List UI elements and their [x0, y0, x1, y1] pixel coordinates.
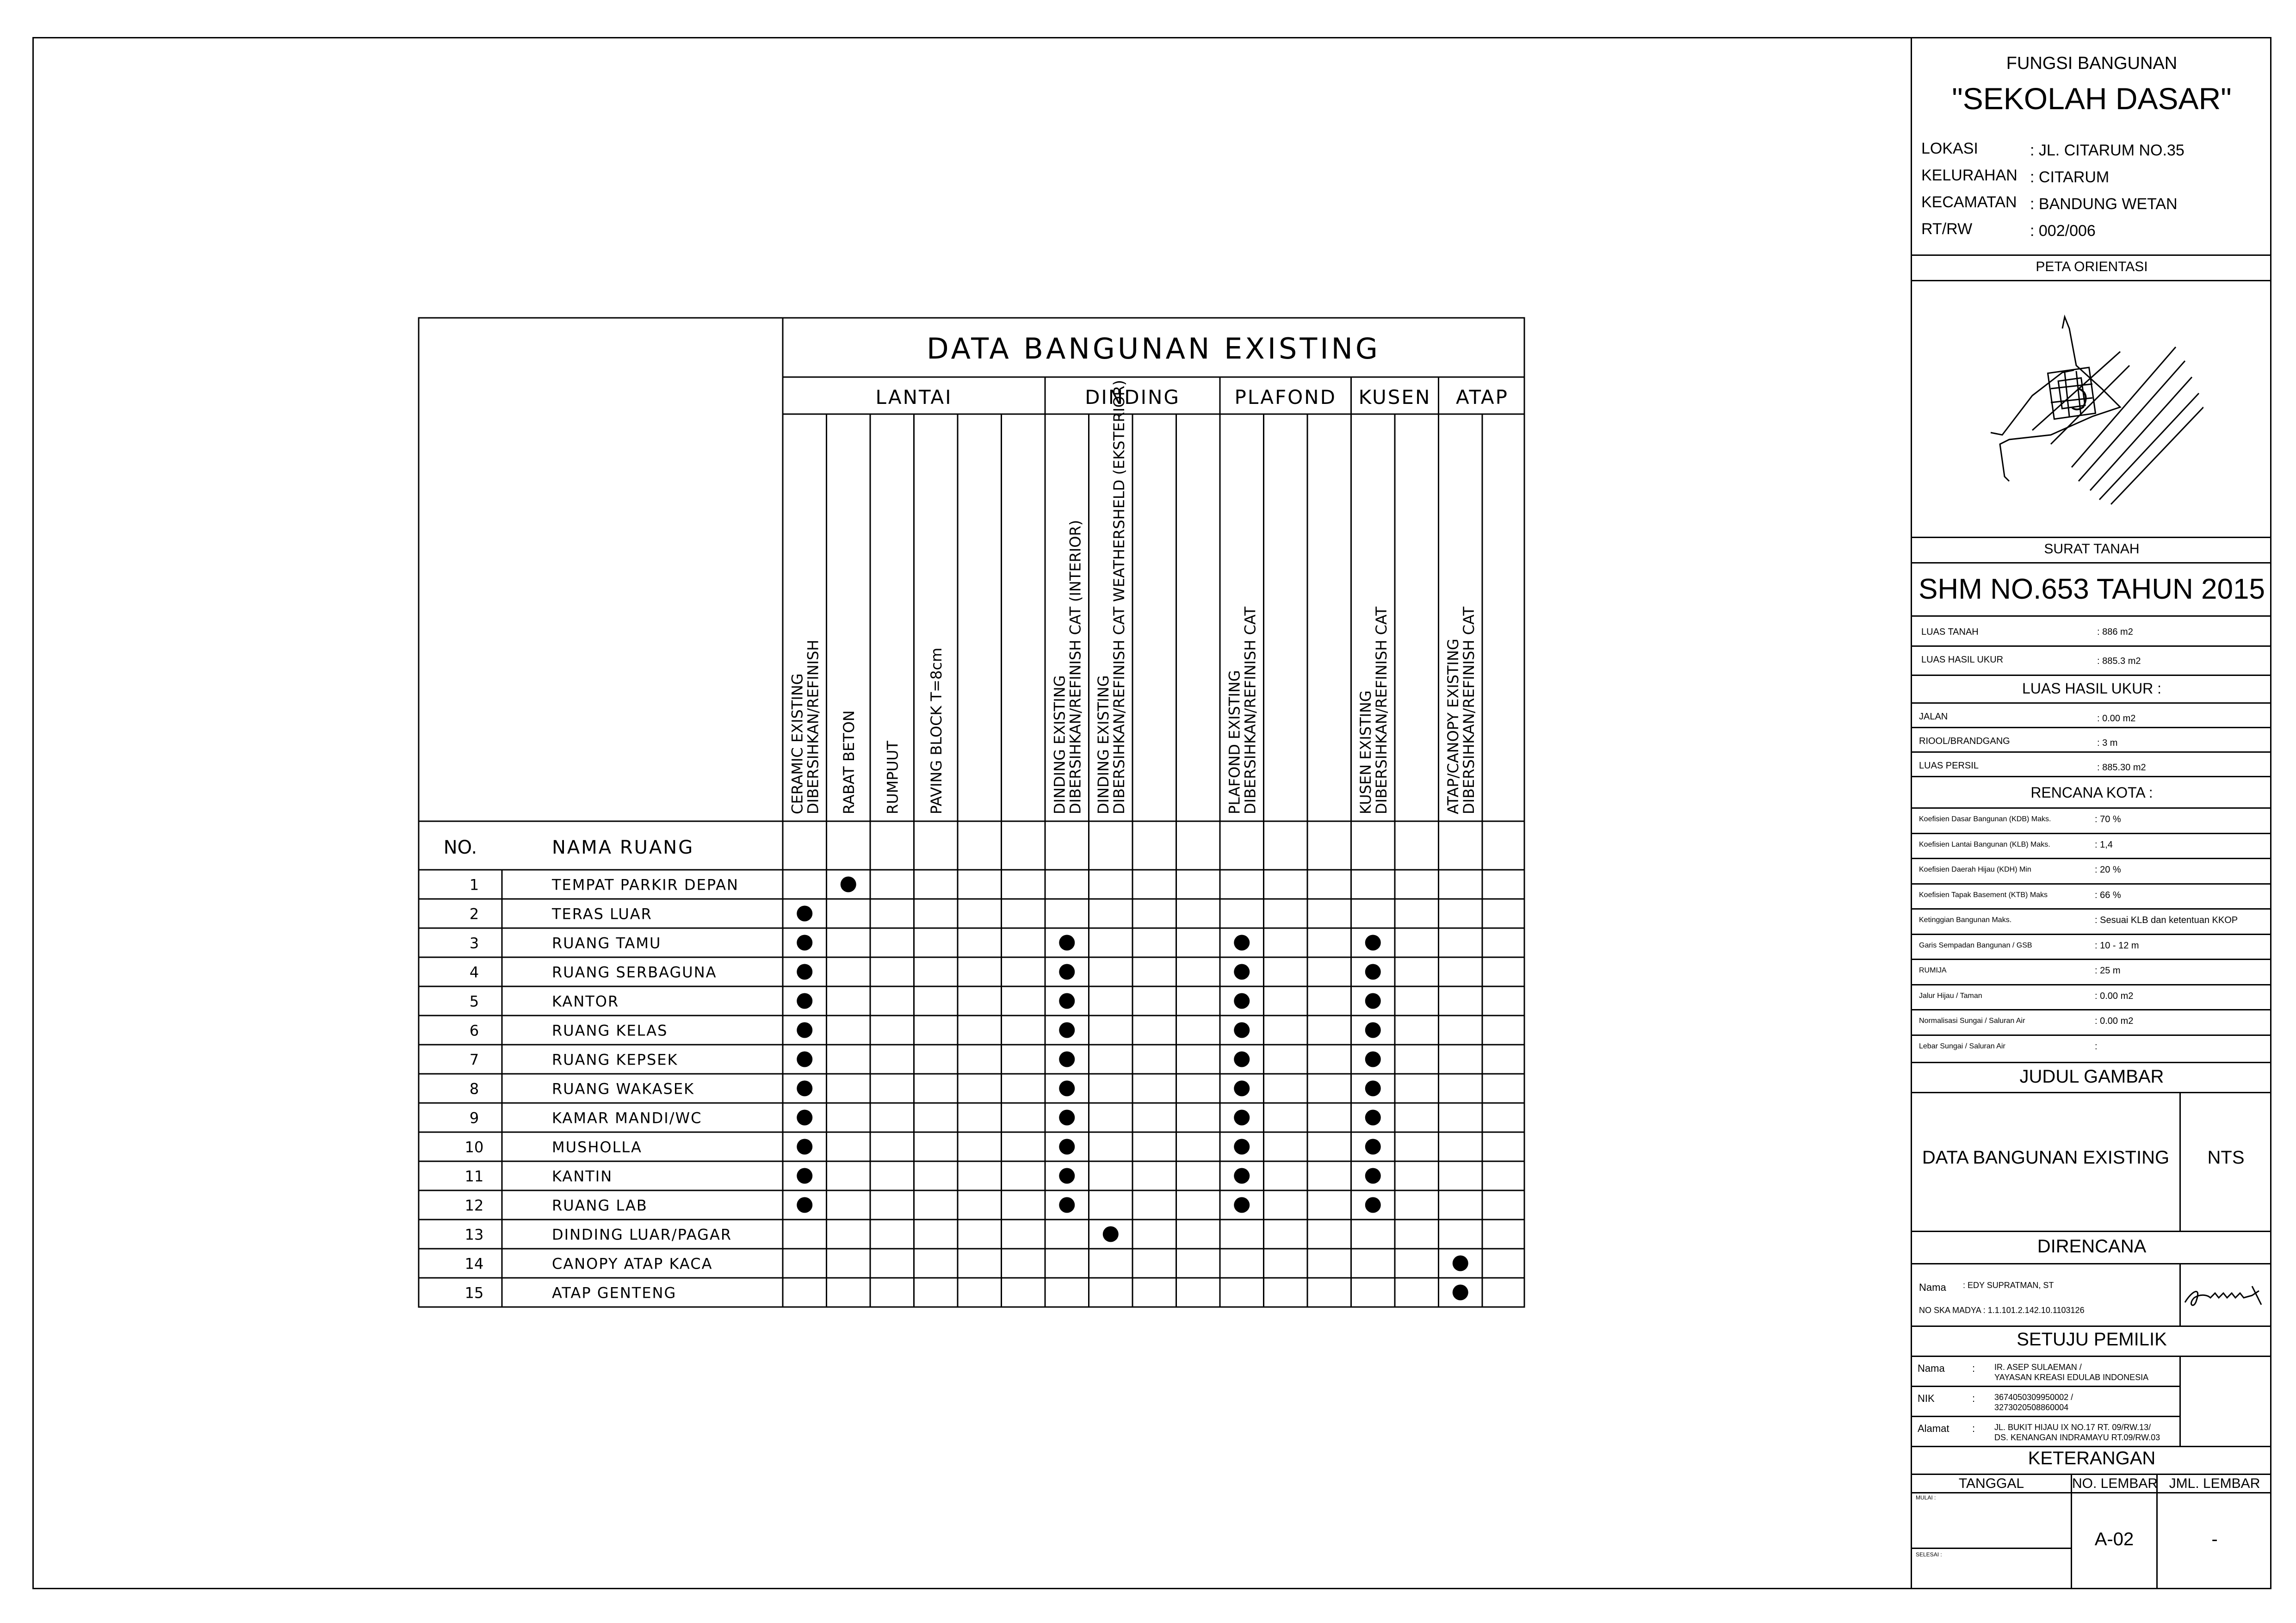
- row-number: 10: [464, 1138, 484, 1156]
- rencana-item-label: Garis Sempadan Bangunan / GSB: [1919, 941, 2032, 949]
- table-title: DATA BANGUNAN EXISTING: [927, 332, 1380, 365]
- column-header-label: ATAP/CANOPY EXISTING: [1444, 638, 1462, 814]
- lokasi-value: : BANDUNG WETAN: [2030, 195, 2178, 213]
- pemilik-value-line: DS. KENANGAN INDRAMAYU RT.09/RW.03: [1994, 1433, 2160, 1442]
- dot-mark: [1365, 1081, 1381, 1096]
- dot-mark: [1365, 1022, 1381, 1038]
- rencana-item-value: : 0.00 m2: [2095, 1016, 2134, 1026]
- dot-mark: [1059, 1052, 1075, 1067]
- dot-mark: [1059, 1110, 1075, 1126]
- pemilik-value-line: YAYASAN KREASI EDULAB INDONESIA: [1994, 1373, 2149, 1382]
- row-number: 6: [469, 1022, 479, 1040]
- dot-mark: [1059, 1168, 1075, 1184]
- dot-mark: [1234, 1110, 1250, 1126]
- group-header-lantai: LANTAI: [875, 386, 953, 409]
- row-nama-ruang: MUSHOLLA: [552, 1138, 642, 1156]
- luas-item-value: : 885.30 m2: [2097, 762, 2146, 773]
- judul-gambar-value: DATA BANGUNAN EXISTING: [1922, 1147, 2170, 1168]
- surat-tanah-label: SURAT TANAH: [2044, 541, 2140, 557]
- dot-mark: [1059, 964, 1075, 980]
- header-no: NO.: [443, 837, 477, 858]
- column-header-label: DIBERSIHKAN/REFINISH CAT: [1241, 607, 1259, 814]
- row-nama-ruang: KANTIN: [552, 1167, 613, 1185]
- dot-mark: [1365, 935, 1381, 951]
- dot-mark: [1059, 935, 1075, 951]
- row-nama-ruang: TEMPAT PARKIR DEPAN: [552, 876, 739, 894]
- group-header-dinding: DINDING: [1085, 386, 1180, 409]
- row-number: 3: [469, 934, 479, 952]
- luas-tanah-value: : 886 m2: [2097, 627, 2133, 637]
- row-number: 9: [469, 1109, 479, 1127]
- row-nama-ruang: RUANG KEPSEK: [552, 1051, 678, 1069]
- row-number: 2: [469, 905, 479, 923]
- fungsi-label: FUNGSI BANGUNAN: [2006, 54, 2178, 73]
- row-nama-ruang: KANTOR: [552, 992, 619, 1010]
- row-nama-ruang: RUANG SERBAGUNA: [552, 963, 717, 981]
- group-header-atap: ATAP: [1456, 386, 1509, 409]
- row-number: 7: [469, 1051, 479, 1069]
- row-number: 12: [464, 1196, 484, 1214]
- pemilik-label: Alamat: [1918, 1423, 1949, 1434]
- dot-mark: [797, 1168, 812, 1184]
- fungsi-value: "SEKOLAH DASAR": [1952, 81, 2232, 116]
- dot-mark: [1453, 1285, 1468, 1301]
- rencana-item-value: :: [2095, 1041, 2098, 1052]
- rencana-item-value: : 10 - 12 m: [2095, 940, 2139, 951]
- peta-orientasi-map: [1981, 296, 2203, 523]
- column-header-label: CERAMIC EXISTING: [788, 673, 806, 814]
- rencana-kota-heading: RENCANA KOTA :: [2030, 784, 2153, 801]
- luas-hasil-ukur-heading: LUAS HASIL UKUR :: [2022, 680, 2162, 697]
- dot-mark: [1365, 1139, 1381, 1155]
- row-nama-ruang: KAMAR MANDI/WC: [552, 1109, 702, 1127]
- lokasi-value: : JL. CITARUM NO.35: [2030, 142, 2185, 159]
- dot-mark: [797, 1081, 812, 1096]
- column-header-label: DINDING EXISTING: [1094, 675, 1112, 814]
- luas-item-label: LUAS PERSIL: [1919, 761, 1979, 771]
- keterangan-heading: KETERANGAN: [2028, 1448, 2156, 1468]
- luas-item-label: RIOOL/BRANDGANG: [1919, 736, 2010, 746]
- dot-mark: [1234, 935, 1250, 951]
- column-header-label: PLAFOND EXISTING: [1225, 670, 1244, 814]
- column-header-label: PAVING BLOCK T=8cm: [927, 647, 945, 814]
- luas-hasil-ukur-label: LUAS HASIL UKUR: [1921, 655, 2004, 665]
- dot-mark: [1365, 1197, 1381, 1213]
- rencana-item-value: : 66 %: [2095, 890, 2121, 900]
- setuju-pemilik-heading: SETUJU PEMILIK: [2017, 1329, 2167, 1350]
- lokasi-value: : CITARUM: [2030, 168, 2110, 186]
- column-header-label: RABAT BETON: [840, 710, 858, 814]
- luas-item-label: JALAN: [1919, 712, 1948, 722]
- row-nama-ruang: RUANG WAKASEK: [552, 1080, 695, 1098]
- pemilik-label: Nama: [1918, 1363, 1945, 1374]
- direncana-nama-value: : EDY SUPRATMAN, ST: [1963, 1281, 2054, 1290]
- tanggal-header: TANGGAL: [1958, 1476, 2024, 1491]
- row-number: 4: [469, 963, 479, 981]
- judul-gambar-heading: JUDUL GAMBAR: [2019, 1066, 2164, 1087]
- direncana-heading: DIRENCANA: [2037, 1236, 2147, 1257]
- column-header-label: RUMPUUT: [884, 741, 902, 814]
- dot-mark: [1365, 993, 1381, 1009]
- rencana-item-value: : 70 %: [2095, 814, 2121, 824]
- row-nama-ruang: RUANG TAMU: [552, 934, 662, 952]
- pemilik-colon: :: [1972, 1363, 1975, 1374]
- pemilik-colon: :: [1972, 1423, 1975, 1434]
- header-nama-ruang: NAMA RUANG: [552, 837, 694, 858]
- pemilik-value-line: 3674050309950002 /: [1994, 1393, 2073, 1402]
- row-number: 1: [469, 876, 479, 894]
- rencana-item-value: : 1,4: [2095, 839, 2113, 850]
- rencana-item-label: Ketinggian Bangunan Maks.: [1919, 916, 2012, 924]
- rencana-item-label: Normalisasi Sungai / Saluran Air: [1919, 1017, 2025, 1025]
- row-nama-ruang: DINDING LUAR/PAGAR: [552, 1226, 732, 1244]
- pemilik-value-line: 3273020508860004: [1994, 1403, 2069, 1412]
- row-nama-ruang: RUANG KELAS: [552, 1022, 668, 1040]
- dot-mark: [1453, 1256, 1468, 1271]
- dot-mark: [797, 1052, 812, 1067]
- row-number: 5: [469, 992, 479, 1010]
- row-nama-ruang: CANOPY ATAP KACA: [552, 1255, 713, 1273]
- column-header-label: DIBERSIHKAN/REFINISH CAT: [1372, 607, 1390, 814]
- column-header-label: DIBERSIHKAN/REFINISH: [804, 639, 822, 814]
- group-header-kusen: KUSEN: [1358, 386, 1431, 409]
- dot-mark: [1234, 1197, 1250, 1213]
- dot-mark: [797, 935, 812, 951]
- row-number: 15: [464, 1284, 484, 1302]
- luas-item-value: : 0.00 m2: [2097, 713, 2136, 724]
- skala-value: NTS: [2207, 1147, 2245, 1168]
- jml-lembar-value: -: [2211, 1529, 2218, 1549]
- dot-mark: [1234, 1052, 1250, 1067]
- rencana-item-label: Jalur Hijau / Taman: [1919, 991, 1982, 1000]
- row-number: 13: [464, 1226, 484, 1244]
- lokasi-label: KELURAHAN: [1921, 167, 2018, 184]
- rencana-item-value: : 25 m: [2095, 966, 2121, 976]
- peta-orientasi-label: PETA ORIENTASI: [2036, 259, 2148, 274]
- pemilik-colon: :: [1972, 1393, 1975, 1404]
- dot-mark: [797, 1110, 812, 1126]
- row-nama-ruang: ATAP GENTENG: [552, 1284, 677, 1302]
- lokasi-value: : 002/006: [2030, 222, 2096, 240]
- ska-value: NO SKA MADYA : 1.1.101.2.142.10.1103126: [1919, 1306, 2085, 1315]
- rencana-item-label: Koefisien Dasar Bangunan (KDB) Maks.: [1919, 815, 2051, 823]
- dot-mark: [1234, 964, 1250, 980]
- direncana-nama-label: Nama: [1919, 1282, 1946, 1293]
- lokasi-label: KECAMATAN: [1921, 193, 2017, 211]
- rencana-item-value: : 20 %: [2095, 865, 2121, 875]
- dot-mark: [1365, 964, 1381, 980]
- dot-mark: [1103, 1227, 1119, 1242]
- dot-mark: [841, 877, 856, 892]
- group-header-plafond: PLAFOND: [1234, 386, 1337, 409]
- no-lembar-header: NO. LEMBAR: [2072, 1476, 2158, 1491]
- row-nama-ruang: RUANG LAB: [552, 1196, 648, 1214]
- luas-tanah-label: LUAS TANAH: [1921, 627, 1979, 637]
- rencana-item-label: RUMIJA: [1919, 966, 1947, 974]
- column-header-label: KUSEN EXISTING: [1356, 690, 1374, 814]
- dot-mark: [1234, 1139, 1250, 1155]
- selesai-label: SELESAI :: [1916, 1551, 1942, 1558]
- row-number: 11: [464, 1167, 484, 1185]
- lokasi-label: RT/RW: [1921, 220, 1973, 238]
- rencana-item-label: Lebar Sungai / Saluran Air: [1919, 1042, 2005, 1050]
- dot-mark: [1059, 1081, 1075, 1096]
- dot-mark: [797, 1197, 812, 1213]
- dot-mark: [1234, 1022, 1250, 1038]
- dot-mark: [1234, 1168, 1250, 1184]
- pemilik-label: NIK: [1918, 1393, 1935, 1404]
- dot-mark: [797, 964, 812, 980]
- dot-mark: [797, 1022, 812, 1038]
- pemilik-value-line: JL. BUKIT HIJAU IX NO.17 RT. 09/RW.13/: [1994, 1423, 2151, 1432]
- rencana-item-value: : Sesuai KLB dan ketentuan KKOP: [2095, 915, 2238, 925]
- dot-mark: [797, 906, 812, 922]
- rencana-item-value: : 0.00 m2: [2095, 991, 2134, 1001]
- jml-lembar-header: JML. LEMBAR: [2169, 1476, 2260, 1491]
- row-number: 14: [464, 1255, 484, 1273]
- mulai-label: MULAI :: [1916, 1494, 1936, 1501]
- signature-mark: [2183, 1277, 2266, 1314]
- rencana-item-label: Koefisien Lantai Bangunan (KLB) Maks.: [1919, 840, 2050, 849]
- column-header-label: DINDING EXISTING: [1051, 675, 1069, 814]
- dot-mark: [1365, 1168, 1381, 1184]
- column-header-label: DIBERSIHKAN/REFINISH CAT: [1460, 607, 1478, 814]
- luas-hasil-ukur-value: : 885.3 m2: [2097, 656, 2141, 666]
- rencana-item-label: Koefisien Tapak Basement (KTB) Maks: [1919, 891, 2048, 899]
- column-header-label: DIBERSIHKAN/REFINISH CAT WEATHERSHELD (EKSTERIOR): [1110, 380, 1128, 814]
- dot-mark: [1059, 1022, 1075, 1038]
- dot-mark: [1234, 993, 1250, 1009]
- row-nama-ruang: TERAS LUAR: [552, 905, 652, 923]
- dot-mark: [1365, 1110, 1381, 1126]
- dot-mark: [1059, 993, 1075, 1009]
- shm-number: SHM NO.653 TAHUN 2015: [1918, 573, 2265, 605]
- no-lembar-value: A-02: [2094, 1529, 2134, 1549]
- pemilik-value-line: IR. ASEP SULAEMAN /: [1994, 1363, 2082, 1372]
- column-header-label: DIBERSIHKAN/REFINISH CAT (INTERIOR): [1066, 520, 1084, 814]
- dot-mark: [1234, 1081, 1250, 1096]
- row-number: 8: [469, 1080, 479, 1098]
- rencana-item-label: Koefisien Daerah Hijau (KDH) Min: [1919, 866, 2031, 873]
- dot-mark: [1059, 1139, 1075, 1155]
- lokasi-label: LOKASI: [1921, 140, 1978, 157]
- dot-mark: [1059, 1197, 1075, 1213]
- title-block: [1911, 37, 2271, 1589]
- dot-mark: [797, 1139, 812, 1155]
- dot-mark: [797, 993, 812, 1009]
- dot-mark: [1365, 1052, 1381, 1067]
- luas-item-value: : 3 m: [2097, 738, 2118, 748]
